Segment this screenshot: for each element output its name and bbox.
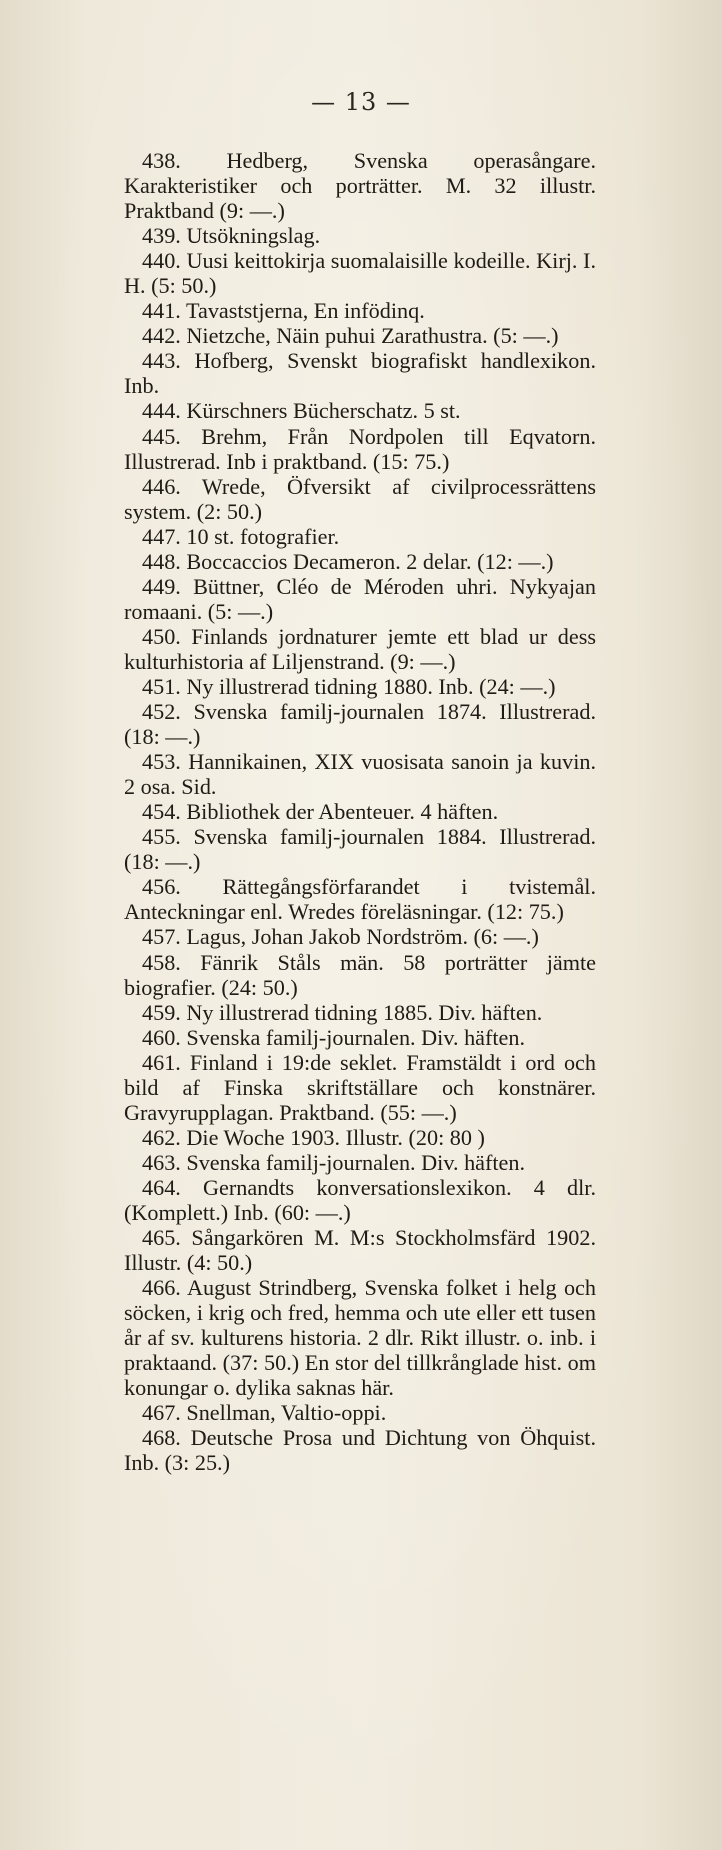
entry-number: 452.: [142, 699, 181, 725]
entry-number: 444.: [142, 398, 181, 424]
entry-number: 460.: [142, 1024, 181, 1050]
entry-number: 443.: [142, 348, 181, 374]
catalogue-entry: [124, 574, 596, 624]
catalogue-entry: [124, 323, 596, 348]
catalogue-entry: [124, 549, 596, 574]
entry-text: Hedberg, Svenska operasångare. Karakteristiker och porträtter. M. 32 illustr. Praktband (9: —.): [124, 148, 596, 224]
entry-text: Finland i 19:de seklet. Framstäldt i ord och bild af Finska skriftställare och konstnärer. Gravyrupplagan. Praktband. (55: —.): [124, 1049, 596, 1125]
catalogue-entry: [124, 1150, 596, 1175]
entry-text: Nietzche, Näin puhui Zarathustra. (5: —.): [186, 323, 559, 349]
entry-number: 446.: [142, 473, 181, 499]
entry-number: 441.: [142, 298, 181, 324]
entry-text: Svenska familj-journalen. Div. häften.: [186, 1024, 526, 1050]
catalogue-entry: [124, 223, 596, 248]
entry-text: Hannikainen, XIX vuosisata sanoin ja kuvin. 2 osa. Sid.: [124, 749, 596, 800]
entry-text: Die Woche 1903. Illustr. (20: 80 ): [186, 1124, 485, 1150]
catalogue-entry: [124, 924, 596, 949]
catalogue-entries: [124, 148, 596, 1475]
entry-number: 438.: [142, 148, 181, 173]
entry-number: 448.: [142, 548, 181, 574]
entry-text: Tavaststjerna, En infödinq.: [185, 298, 425, 324]
entry-text: August Strindberg, Svenska folket i helg och söcken, i krig och fred, hemma och ute eller ett tusen år af sv. kulturens historia. 2 dlr. Rikt illustr. o. inb. i praktaand. (37: 50.) En stor del tillkrånglade hist. om konungar o. dylika saknas här.: [124, 1275, 596, 1401]
catalogue-entry: [124, 1125, 596, 1150]
entry-number: 468.: [142, 1425, 181, 1451]
entry-text: Svenska familj-journalen 1884. Illustrerad. (18: —.): [124, 824, 597, 875]
catalogue-entry: [124, 1400, 596, 1425]
catalogue-entry: [124, 474, 596, 524]
catalogue-entry: [124, 1050, 596, 1125]
catalogue-entry: [124, 950, 596, 1000]
entry-text: 10 st. fotografier.: [186, 523, 340, 549]
entry-text: Sångarkören M. M:s Stockholmsfärd 1902. Illustr. (4: 50.): [124, 1225, 596, 1276]
entry-number: 447.: [142, 523, 181, 549]
entry-number: 445.: [142, 423, 181, 449]
entry-text: Utsökningslag.: [186, 223, 321, 249]
catalogue-entry: [124, 1275, 596, 1400]
entry-number: 457.: [142, 924, 181, 950]
entry-text: Deutsche Prosa und Dichtung von Öhquist. Inb. (3: 25.): [124, 1425, 597, 1476]
entry-number: 461.: [142, 1049, 181, 1075]
entry-number: 464.: [142, 1174, 181, 1200]
catalogue-entry: [124, 524, 596, 549]
entry-number: 463.: [142, 1149, 181, 1175]
entry-text: Finlands jordnaturer jemte ett blad ur dess kulturhistoria af Liljenstrand. (9: —.): [124, 623, 596, 674]
catalogue-entry: [124, 148, 596, 223]
entry-text: Büttner, Cléo de Méroden uhri. Nykyajan romaani. (5: —.): [124, 573, 596, 624]
entry-text: Svenska familj-journalen. Div. häften.: [186, 1149, 526, 1175]
entry-text: Brehm, Från Nordpolen till Eqvatorn. Illustrerad. Inb i praktband. (15: 75.): [124, 423, 597, 474]
catalogue-entry: [124, 398, 596, 423]
entry-text: Lagus, Johan Jakob Nordström. (6: —.): [186, 924, 539, 950]
catalogue-entry: [124, 624, 596, 674]
entry-number: 462.: [142, 1124, 181, 1150]
catalogue-entry: [124, 348, 596, 398]
entry-text: Hofberg, Svenskt biografiskt handlexikon. Inb.: [124, 348, 597, 399]
catalogue-entry: [124, 749, 596, 799]
catalogue-entry: [124, 1425, 596, 1475]
entry-text: Ny illustrerad tidning 1880. Inb. (24: —.): [186, 673, 556, 699]
entry-text: Boccaccios Decameron. 2 delar. (12: —.): [186, 548, 554, 574]
catalogue-entry: [124, 1025, 596, 1050]
entry-number: 456.: [142, 874, 181, 900]
entry-number: 466.: [142, 1275, 181, 1301]
entry-number: 458.: [142, 949, 181, 975]
entry-text: Bibliothek der Abenteuer. 4 häften.: [186, 799, 499, 825]
entry-number: 465.: [142, 1225, 181, 1251]
entry-text: Fänrik Ståls män. 58 porträtter jämte biografier. (24: 50.): [124, 949, 596, 1000]
catalogue-entry: [124, 248, 596, 298]
page-number: — 13 —: [311, 88, 411, 116]
catalogue-entry: [124, 699, 596, 749]
catalogue-entry: [124, 824, 596, 874]
catalogue-entry: [124, 1175, 596, 1225]
catalogue-entry: [124, 1000, 596, 1025]
entry-text: Kürschners Bücherschatz. 5 st.: [186, 398, 461, 424]
entry-number: 454.: [142, 799, 181, 825]
catalogue-entry: [124, 1225, 596, 1275]
entry-text: Snellman, Valtio-oppi.: [186, 1400, 387, 1426]
entry-text: Uusi keittokirja suomalaisille kodeille. Kirj. I. H. (5: 50.): [124, 248, 596, 299]
entry-number: 467.: [142, 1400, 181, 1426]
entry-number: 451.: [142, 673, 181, 699]
entry-text: Svenska familj-journalen 1874. Illustrerad. (18: —.): [124, 699, 597, 750]
catalogue-entry: [124, 874, 596, 924]
catalogue-entry: [124, 424, 596, 474]
entry-text: Rättegångsförfarandet i tvistemål. Anteckningar enl. Wredes föreläsningar. (12: 75.): [124, 874, 597, 925]
entry-number: 442.: [142, 323, 181, 349]
entry-number: 455.: [142, 824, 181, 850]
entry-number: 440.: [142, 248, 181, 274]
entry-number: 453.: [142, 749, 181, 775]
entry-text: Wrede, Öfversikt af civilprocessrättens system. (2: 50.): [124, 473, 596, 524]
entry-number: 439.: [142, 223, 181, 249]
entry-text: Ny illustrerad tidning 1885. Div. häften.: [186, 999, 543, 1025]
entry-number: 459.: [142, 999, 181, 1025]
entry-number: 449.: [142, 573, 181, 599]
entry-number: 450.: [142, 623, 181, 649]
catalogue-entry: [124, 674, 596, 699]
entry-text: Gernandts konversationslexikon. 4 dlr. (Komplett.) Inb. (60: —.): [124, 1174, 597, 1225]
catalogue-entry: [124, 298, 596, 323]
catalogue-entry: [124, 799, 596, 824]
